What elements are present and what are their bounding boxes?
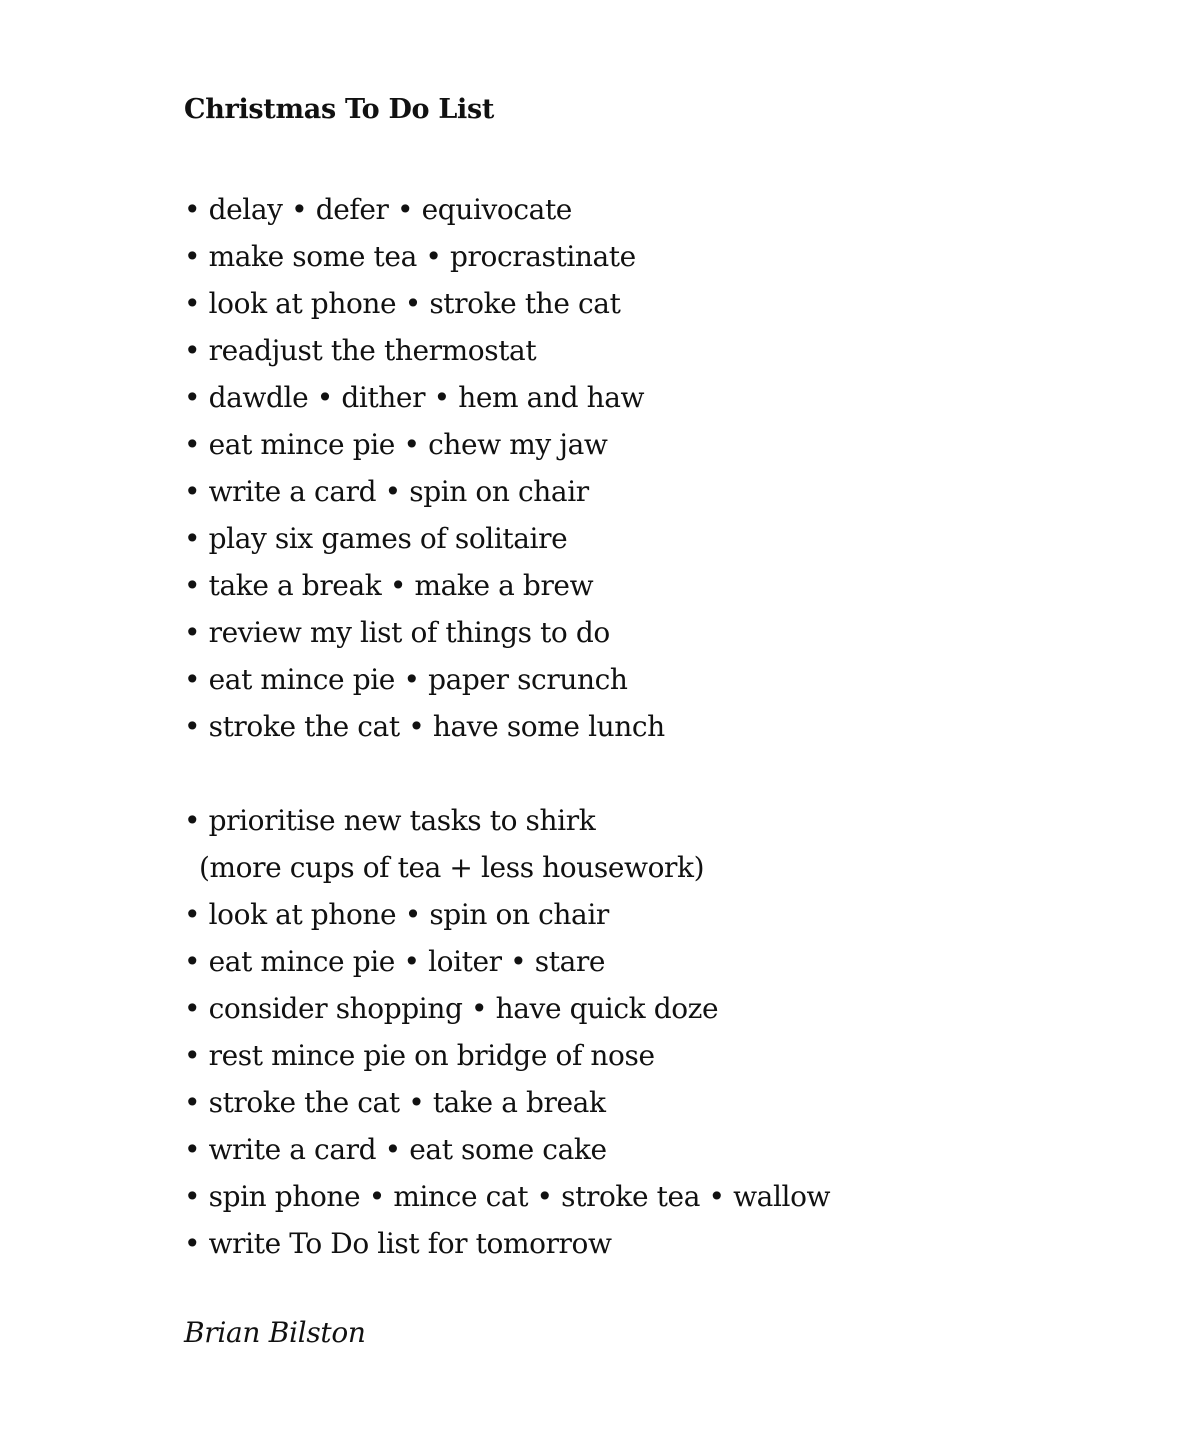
poem-line: • eat mince pie • paper scrunch: [184, 663, 628, 696]
poem-line: • consider shopping • have quick doze: [184, 992, 719, 1025]
poem-line: • delay • defer • equivocate: [184, 193, 572, 226]
poem-line: • write a card • spin on chair: [184, 475, 589, 508]
poem-line: • review my list of things to do: [184, 616, 610, 649]
poem-line: • dawdle • dither • hem and haw: [184, 381, 645, 414]
poem-line: • prioritise new tasks to shirk: [184, 804, 596, 837]
poem-line: • make some tea • procrastinate: [184, 240, 636, 273]
stanza-2: [184, 797, 830, 1267]
poem-line: • stroke the cat • take a break: [184, 1086, 606, 1119]
poem-line: • spin phone • mince cat • stroke tea • wallow: [184, 1180, 831, 1213]
poem-line: • eat mince pie • loiter • stare: [184, 945, 606, 978]
poem-line: • readjust the thermostat: [184, 334, 537, 367]
poem-line: • rest mince pie on bridge of nose: [184, 1039, 655, 1072]
poem-line: • write a card • eat some cake: [184, 1133, 607, 1166]
poem-line: • take a break • make a brew: [184, 569, 594, 602]
poem-line: • write To Do list for tomorrow: [184, 1227, 612, 1260]
poem-line-parenthetical: (more cups of tea + less housework): [199, 851, 705, 884]
poem-line: • look at phone • spin on chair: [184, 898, 609, 931]
poem-title: Christmas To Do List: [184, 94, 495, 125]
poem-line: • eat mince pie • chew my jaw: [184, 428, 608, 461]
poem-line: • play six games of solitaire: [184, 522, 568, 555]
author-name: Brian Bilston: [184, 1316, 366, 1349]
poem-line: • stroke the cat • have some lunch: [184, 710, 665, 743]
stanza-1: [184, 186, 665, 750]
poem-line: • look at phone • stroke the cat: [184, 287, 621, 320]
